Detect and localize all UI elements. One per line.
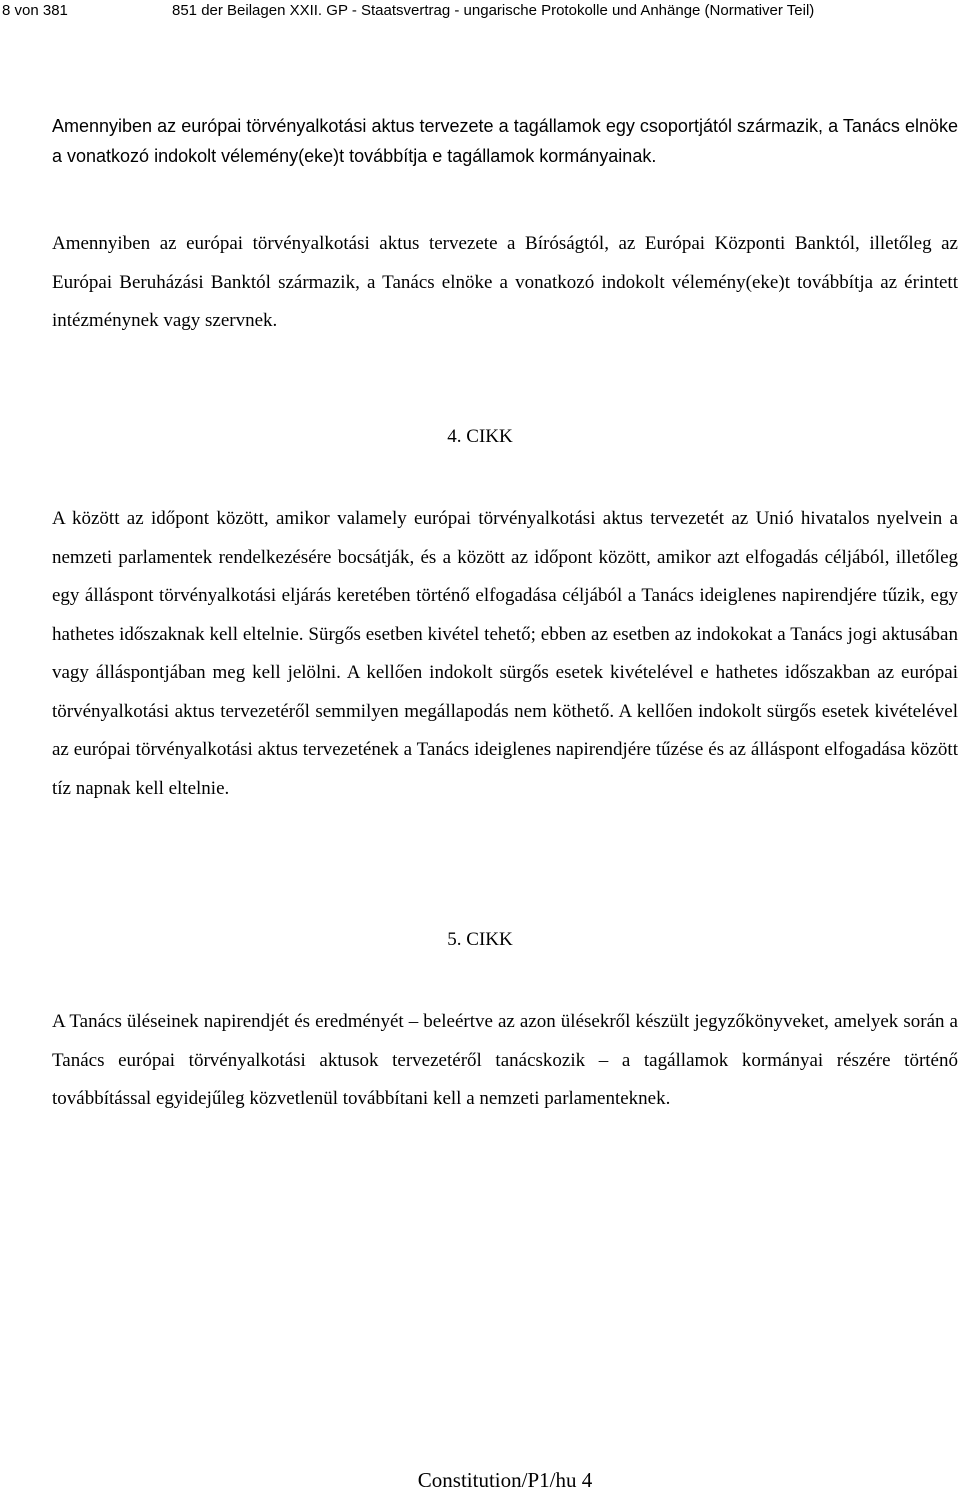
article-4-text: A között az időpont között, amikor valamely európai törvényalkotási aktus tervezetét az Unió hivatalos nyelvein a nemzeti parlamentek rendelkezésére bocsátják, és a között az időpont között, amikor azt elfogadás céljából, illetőleg egy álláspont törvényalkotási eljárás keretében történő elfogadása céljából a Tanács ideiglenes napirendjére tűzik, egy hathetes időszaknak kell eltelnie. Sürgős esetben kivétel tehető; ebben az esetben az indokokat a Tanács jogi aktusában vagy álláspontjában meg kell jelölni. A kellően indokolt sürgős esetek kivételével e hathetes időszakban az európai törvényalkotási aktus tervezetéről semmilyen megállapodás nem köthető. A kellően indokolt sürgős esetek kivételével az európai törvényalkotási aktus tervezetének a Tanács ideiglenes napirendjére tűzése és az álláspont elfogadása között tíz napnak kell eltelnie. xyxy=(52,508,958,799)
article-5-heading: 5. CIKK xyxy=(447,929,513,950)
paragraph-institutions: Amennyiben az európai törvényalkotási aktus tervezete a Bíróságtól, az Európai Központi Banktól, illetőleg az Európai Beruházási Banktól származik, a Tanács elnöke a vonatkozó indokolt vélemény(eke)t továbbítja az érintett intézménynek vagy szervnek. xyxy=(52,233,958,331)
page-footer-reference: Constitution/P1/hu 4 xyxy=(417,1468,593,1492)
document-title: 851 der Beilagen XXII. GP - Staatsvertrag - ungarische Protokolle und Anhänge (Normativer Teil) xyxy=(172,2,815,19)
page-header xyxy=(0,0,960,22)
article-5-text: A Tanács üléseinek napirendjét és eredményét – beleértve az azon ülésekről készült jegyzőkönyveket, amelyek során a Tanács európai törvényalkotási aktusok tervezetéről tanácskozik – a tagállamok kormányai részére történő továbbítással egyidejűleg közvetlenül továbbítani kell a nemzeti parlamenteknek. xyxy=(52,1011,958,1109)
paragraph-member-states: Amennyiben az európai törvényalkotási aktus tervezete a tagállamok egy csoportjától származik, a Tanács elnöke a vonatkozó indokolt vélemény(eke)t továbbítja e tagállamok kormányainak. xyxy=(52,116,958,166)
article-4-heading: 4. CIKK xyxy=(447,426,513,447)
page-counter: 8 von 381 xyxy=(2,2,68,19)
